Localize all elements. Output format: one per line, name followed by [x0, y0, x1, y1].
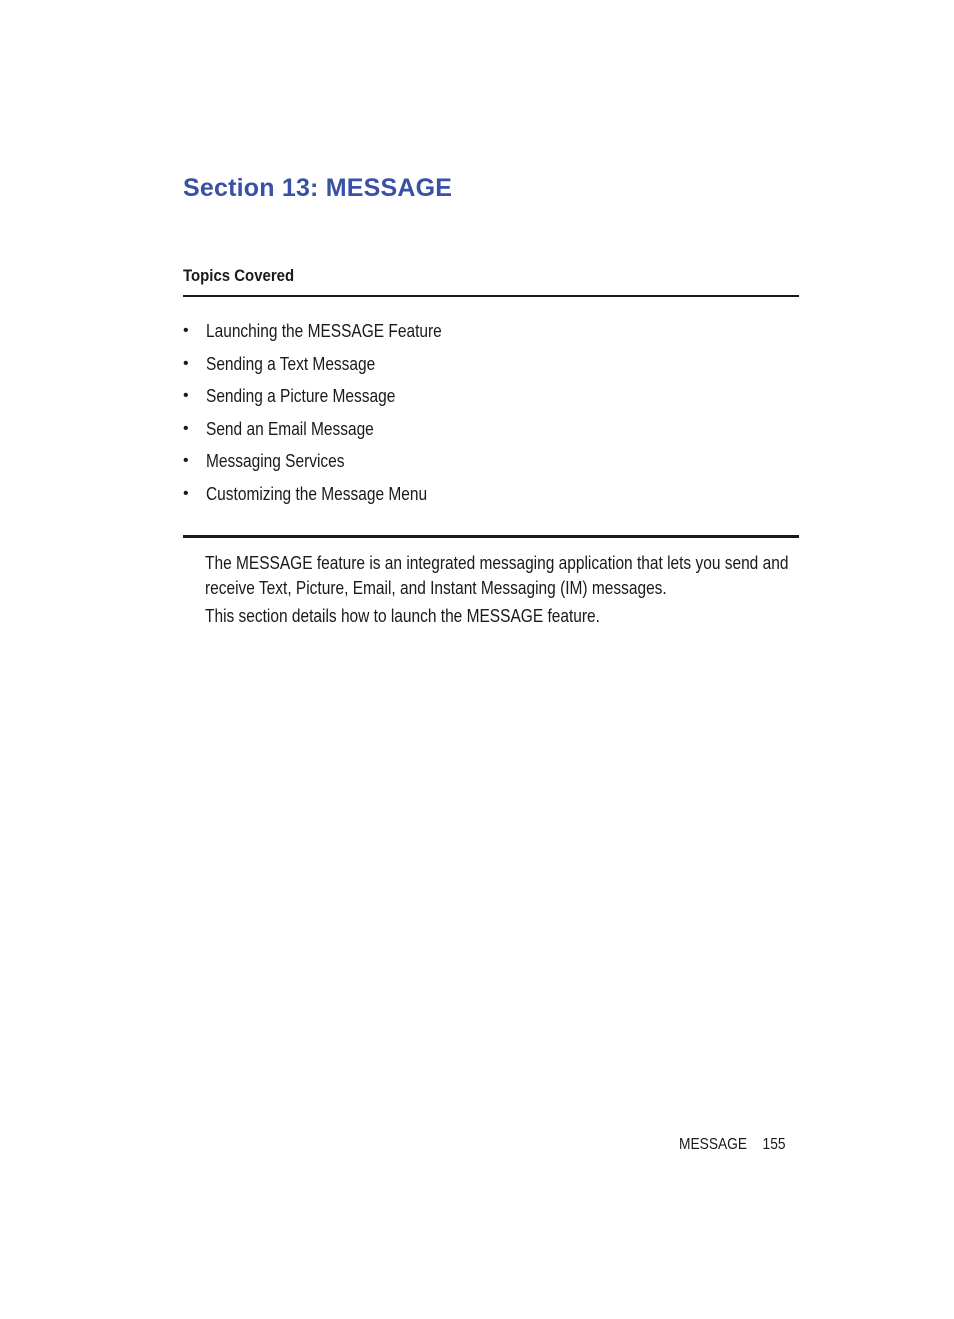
section-title: Section 13: MESSAGE	[183, 174, 453, 202]
bullet-icon: •	[183, 419, 189, 437]
topic-messaging-services[interactable]: Messaging Services	[206, 451, 345, 471]
topic-customizing-menu[interactable]: Customizing the Message Menu	[206, 483, 428, 504]
bottom-divider	[183, 535, 799, 538]
bullet-icon: •	[183, 484, 189, 502]
top-divider	[183, 295, 799, 297]
bullet-icon: •	[183, 354, 189, 372]
page-number: 155	[762, 1136, 786, 1153]
topic-email-message[interactable]: Send an Email Message	[206, 418, 374, 439]
intro-paragraph: The MESSAGE feature is an integrated messaging application that lets you send and receive Text, Picture, Email, and Instant Messaging (IM) messages.	[205, 553, 789, 598]
section-details-paragraph: This section details how to launch the MESSAGE feature.	[205, 606, 600, 626]
bullet-icon: •	[183, 322, 189, 339]
topic-picture-message[interactable]: Sending a Picture Message	[206, 386, 396, 406]
topic-text-message[interactable]: Sending a Text Message	[206, 353, 376, 374]
topic-launching[interactable]: Launching the MESSAGE Feature	[206, 321, 442, 341]
topics-covered-heading: Topics Covered	[183, 266, 295, 285]
bullet-icon: •	[183, 452, 189, 469]
page-footer	[679, 1136, 786, 1154]
bullet-icon: •	[183, 387, 189, 404]
footer-section-label: MESSAGE	[679, 1136, 748, 1153]
